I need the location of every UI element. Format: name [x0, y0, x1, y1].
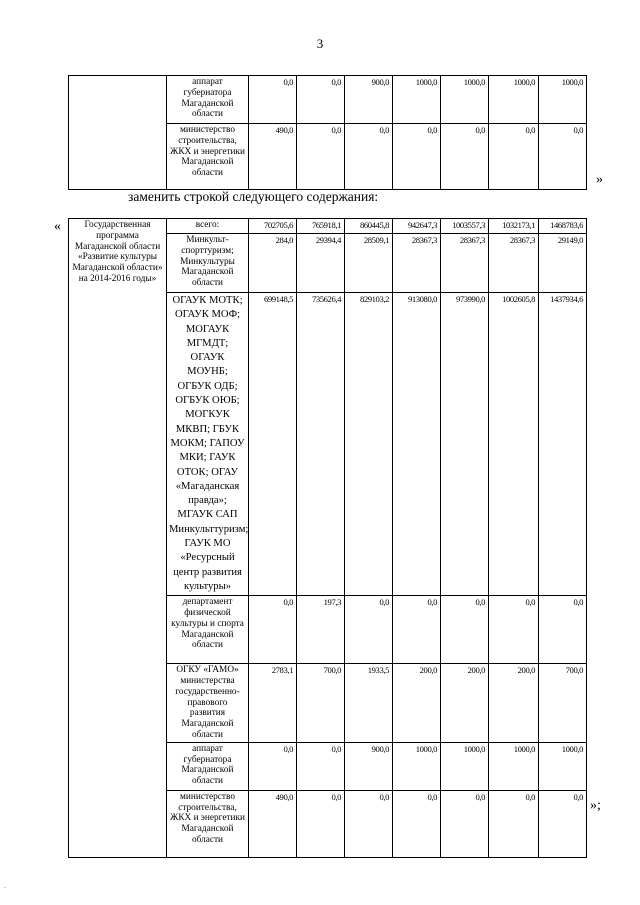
- value-cell: 0,0: [297, 790, 345, 857]
- value-cell: 700,0: [297, 664, 345, 743]
- value-cell: 0,0: [489, 124, 539, 190]
- page-number: 3: [316, 36, 324, 51]
- value-cell: 284,0: [249, 234, 297, 293]
- program-cell: [69, 76, 167, 190]
- value-cell: 0,0: [539, 790, 587, 857]
- value-cell: 28367,3: [441, 234, 489, 293]
- value-cell: 28509,1: [345, 234, 393, 293]
- value-cell: 1468783,6: [539, 219, 587, 234]
- closing-quote: »: [596, 172, 603, 187]
- value-cell: 490,0: [249, 790, 297, 857]
- value-cell: 200,0: [393, 664, 441, 743]
- value-cell: 0,0: [393, 790, 441, 857]
- value-cell: 0,0: [441, 124, 489, 190]
- value-cell: 197,3: [297, 596, 345, 664]
- agency-cell: министерство строительства, ЖКХ и энергетики Магаданской области: [167, 124, 249, 190]
- agency-cell: аппарат губернатора Магаданской области: [167, 742, 249, 790]
- value-cell: 0,0: [393, 596, 441, 664]
- table-main: [68, 218, 587, 858]
- agency-cell: департамент физической культуры и спорта Магаданской области: [167, 596, 249, 664]
- value-cell: 490,0: [249, 124, 297, 190]
- value-cell: 699148,5: [249, 293, 297, 596]
- value-cell: 200,0: [441, 664, 489, 743]
- replacement-heading: заменить строкой следующего содержания:: [128, 189, 379, 204]
- value-cell: 28367,3: [393, 234, 441, 293]
- agency-cell: аппарат губернатора Магаданской области: [167, 76, 249, 124]
- value-cell: 700,0: [539, 664, 587, 743]
- value-cell: 0,0: [489, 596, 539, 664]
- value-cell: 942647,3: [393, 219, 441, 234]
- value-cell: 0,0: [297, 76, 345, 124]
- value-cell: 2783,1: [249, 664, 297, 743]
- value-cell: 735626,4: [297, 293, 345, 596]
- value-cell: 0,0: [393, 124, 441, 190]
- value-cell: 0,0: [249, 742, 297, 790]
- value-cell: 0,0: [249, 596, 297, 664]
- value-cell: 973990,0: [441, 293, 489, 596]
- value-cell: 1000,0: [393, 76, 441, 124]
- table-row: [69, 219, 587, 234]
- value-cell: 200,0: [489, 664, 539, 743]
- value-cell: 1000,0: [539, 742, 587, 790]
- value-cell: 0,0: [297, 124, 345, 190]
- value-cell: 0,0: [539, 596, 587, 664]
- value-cell: 1437934,6: [539, 293, 587, 596]
- agency-cell: всего:: [167, 219, 249, 234]
- opening-quote: «: [54, 219, 61, 234]
- table-row: [69, 76, 587, 124]
- value-cell: 28367,3: [489, 234, 539, 293]
- value-cell: 0,0: [489, 790, 539, 857]
- value-cell: 0,0: [441, 790, 489, 857]
- value-cell: 1000,0: [539, 76, 587, 124]
- value-cell: 0,0: [297, 742, 345, 790]
- value-cell: 1000,0: [489, 76, 539, 124]
- value-cell: 900,0: [345, 76, 393, 124]
- value-cell: 29149,0: [539, 234, 587, 293]
- closing-quote-semicolon: »;: [590, 798, 601, 813]
- agency-cell: ОГКУ «ГАМО» министерства государственно-правового развития Магаданской области: [167, 664, 249, 743]
- value-cell: 0,0: [345, 124, 393, 190]
- scan-margin-mark: .: [4, 880, 7, 890]
- value-cell: 1032173,1: [489, 219, 539, 234]
- agency-cell: Минкульт-спорттуризм; Минкультуры Магаданской области: [167, 234, 249, 293]
- value-cell: 0,0: [249, 76, 297, 124]
- value-cell: 702705,6: [249, 219, 297, 234]
- value-cell: 765918,1: [297, 219, 345, 234]
- value-cell: 1000,0: [393, 742, 441, 790]
- value-cell: 29394,4: [297, 234, 345, 293]
- value-cell: 0,0: [345, 790, 393, 857]
- value-cell: 1003557,3: [441, 219, 489, 234]
- program-cell: Государственная программа Магаданской области «Развитие культуры Магаданской области» на 2014-2016 годы»: [69, 219, 167, 858]
- agency-cell: ОГАУК МОТК; ОГАУК МОФ; МОГАУК МГМДТ; ОГАУК МОУНБ; ОГБУК ОДБ; ОГБУК ОЮБ; МОГКУК МКВП; ГБУК МОКМ; ГАПОУ МКИ; ГАУК ОТОК; ОГАУ «Магаданская правда»; МГАУК САП Минкульттуризм; ГАУК МО «Ресурсный центр развития культуры»: [167, 293, 249, 596]
- value-cell: 829103,2: [345, 293, 393, 596]
- value-cell: 1000,0: [441, 742, 489, 790]
- value-cell: 0,0: [441, 596, 489, 664]
- value-cell: 0,0: [345, 596, 393, 664]
- value-cell: 0,0: [539, 124, 587, 190]
- value-cell: 1000,0: [489, 742, 539, 790]
- value-cell: 1002605,8: [489, 293, 539, 596]
- value-cell: 860445,8: [345, 219, 393, 234]
- agency-cell: министерство строительства, ЖКХ и энергетики Магаданской области: [167, 790, 249, 857]
- value-cell: 913080,0: [393, 293, 441, 596]
- value-cell: 1933,5: [345, 664, 393, 743]
- value-cell: 900,0: [345, 742, 393, 790]
- table-top: [68, 75, 587, 190]
- value-cell: 1000,0: [441, 76, 489, 124]
